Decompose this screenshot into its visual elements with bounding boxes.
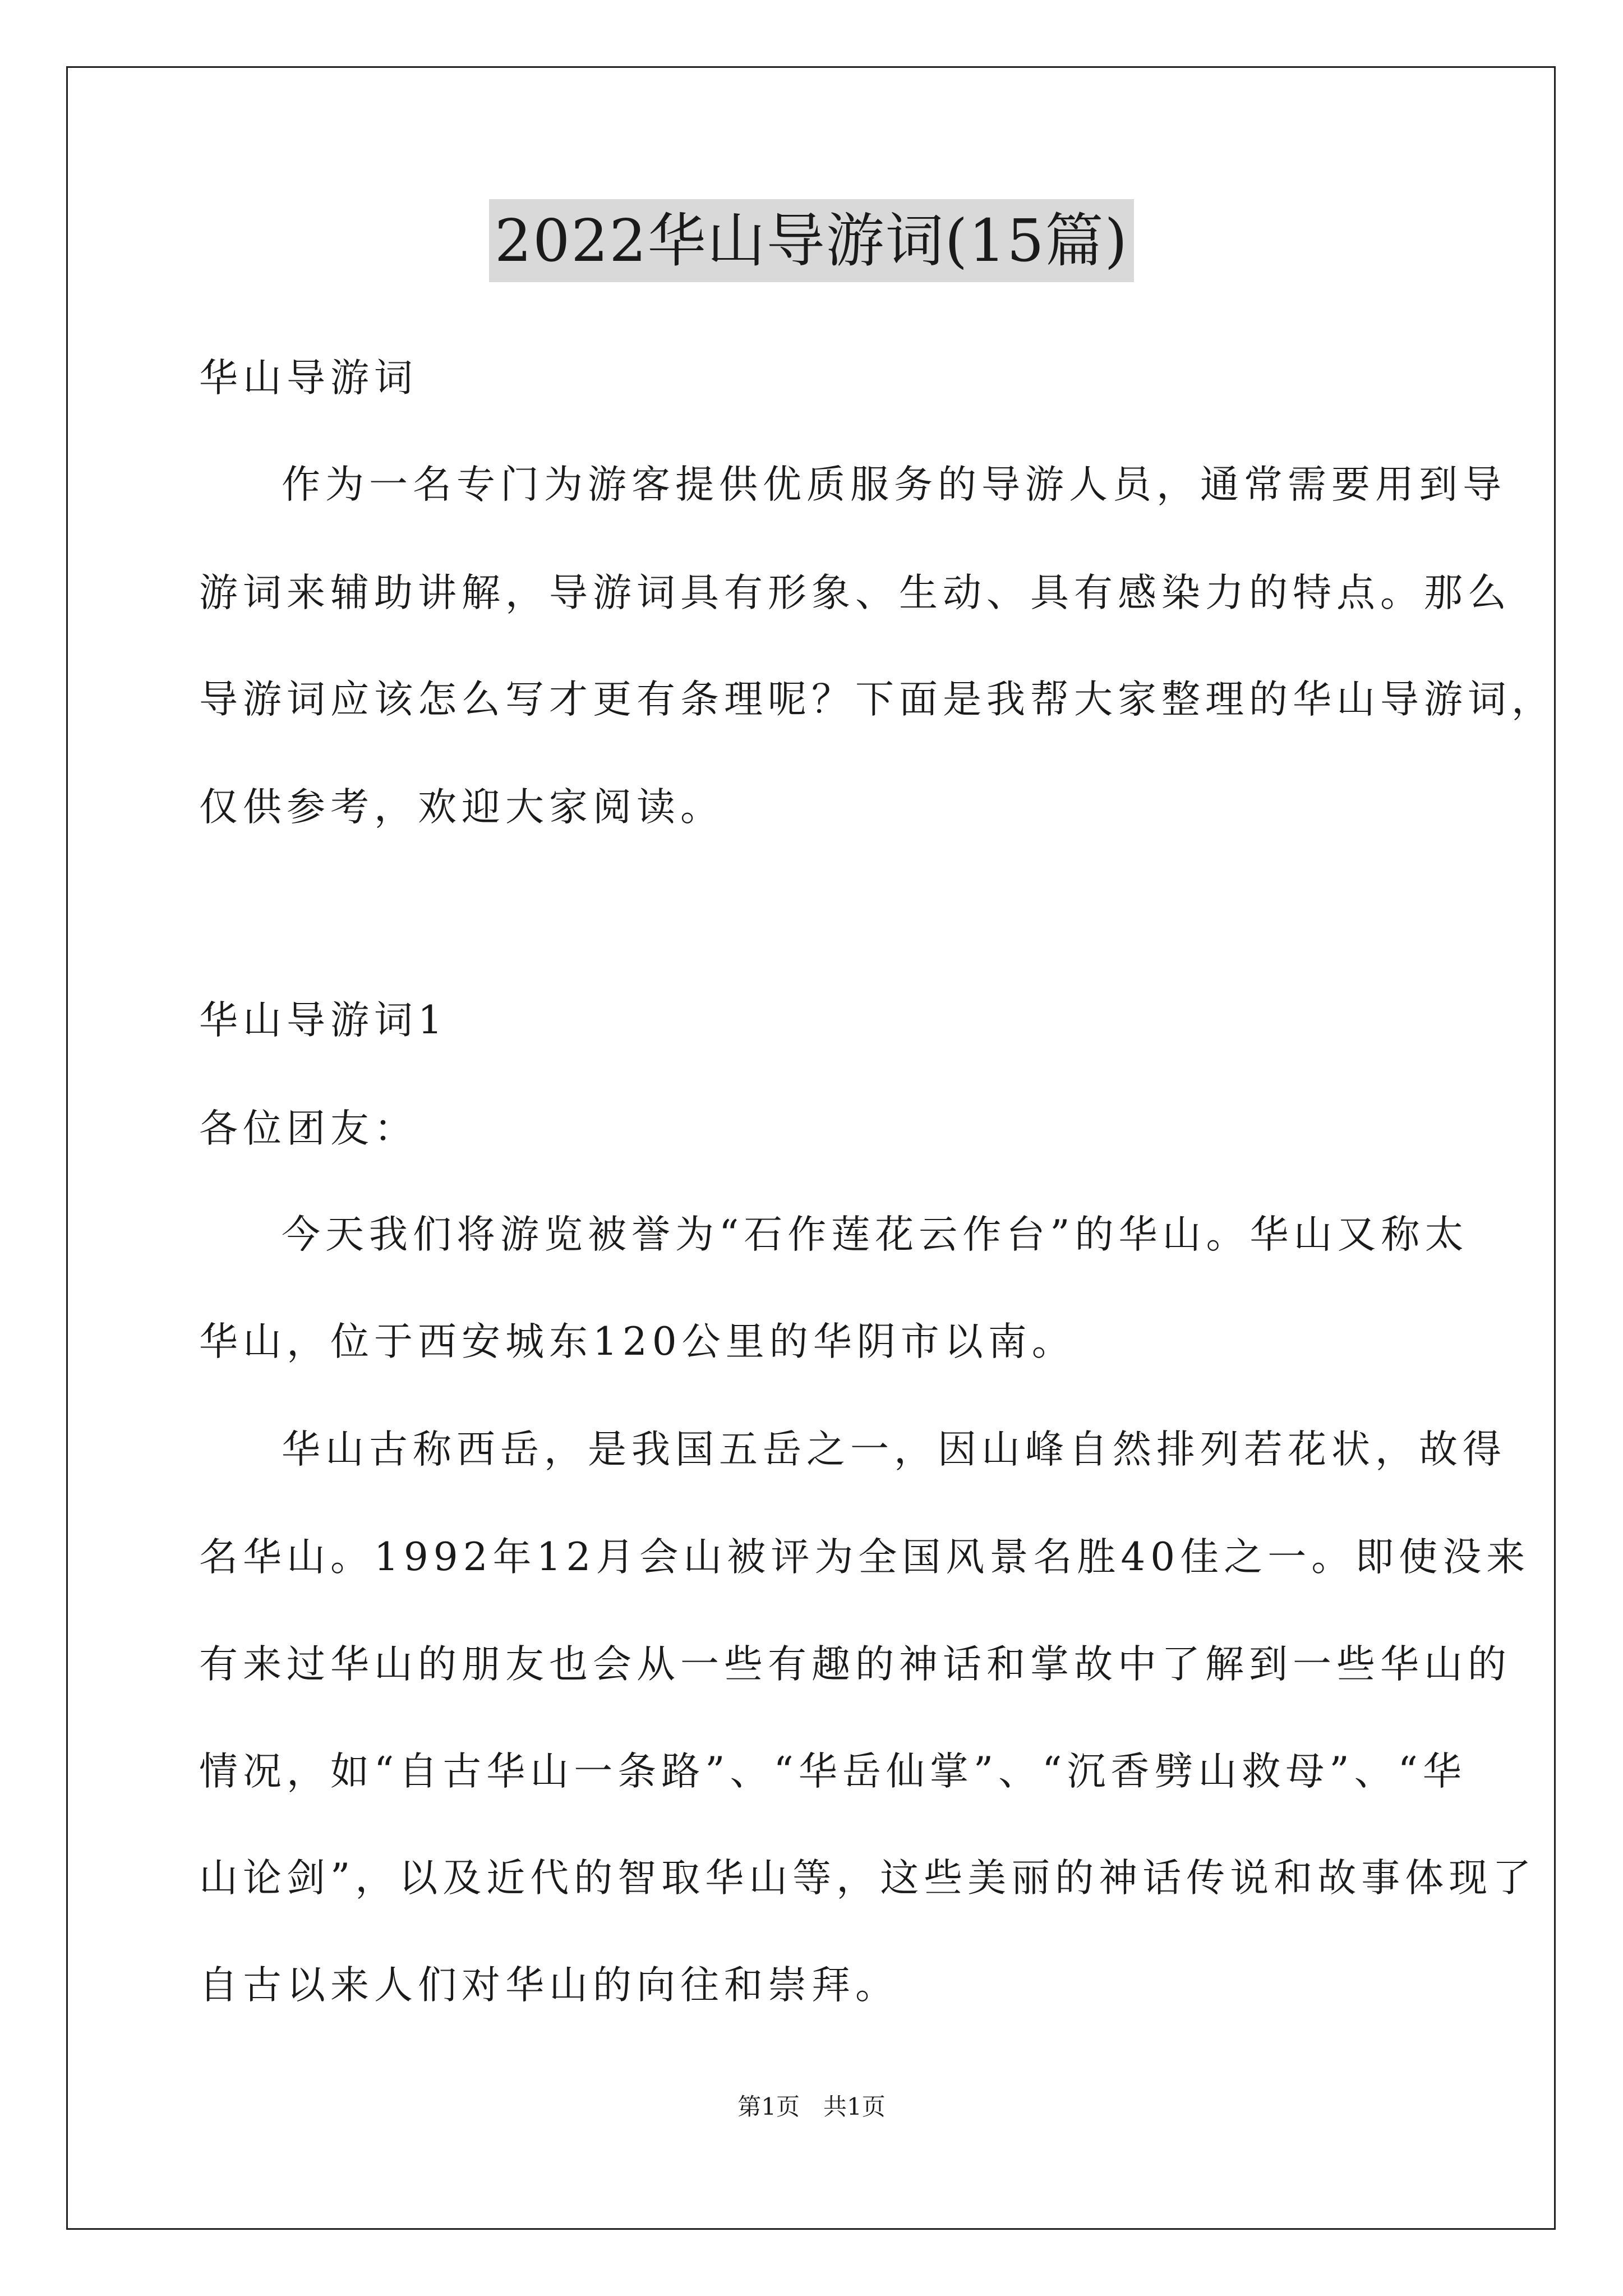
- document-title: 2022华山导游词(15篇): [489, 199, 1134, 282]
- para1-line-2: 华山，位于西安城东120公里的华阴市以南。: [199, 1319, 1076, 1364]
- para2-line-6: 自古以来人们对华山的向往和崇拜。: [199, 1963, 899, 2008]
- para2-line-5: 山论剑”，以及近代的智取华山等，这些美丽的神话传说和故事体现了: [199, 1856, 1537, 1901]
- page-footer: 第1页 共1页: [737, 2093, 886, 2120]
- para2-line-2: 名华山。1992年12月会山被评为全国风景名胜40佳之一。即使没来: [199, 1535, 1530, 1580]
- intro-line-2: 游词来辅助讲解，导游词具有形象、生动、具有感染力的特点。那么: [199, 570, 1511, 615]
- para2-line-4: 情况，如“自古华山一条路”、“华岳仙掌”、“沉香劈山救母”、“华: [199, 1749, 1467, 1794]
- intro-line-3: 导游词应该怎么写才更有条理呢？下面是我帮大家整理的华山导游词，: [199, 677, 1555, 722]
- para2-line-3: 有来过华山的朋友也会从一些有趣的神话和掌故中了解到一些华山的: [199, 1642, 1511, 1687]
- greeting: 各位团友：: [199, 1106, 418, 1151]
- intro-line-1: 作为一名专门为游客提供优质服务的导游人员，通常需要用到导: [282, 462, 1506, 507]
- section-heading: 华山导游词1: [199, 998, 448, 1043]
- para2-line-1: 华山古称西岳，是我国五岳之一，因山峰自然排列若花状，故得: [282, 1427, 1506, 1472]
- title-container: [0, 199, 1623, 282]
- intro-line-4: 仅供参考，欢迎大家阅读。: [199, 785, 724, 830]
- heading: 华山导游词: [199, 356, 418, 401]
- para1-line-1: 今天我们将游览被誉为“石作莲花云作台”的华山。华山又称太: [282, 1212, 1469, 1257]
